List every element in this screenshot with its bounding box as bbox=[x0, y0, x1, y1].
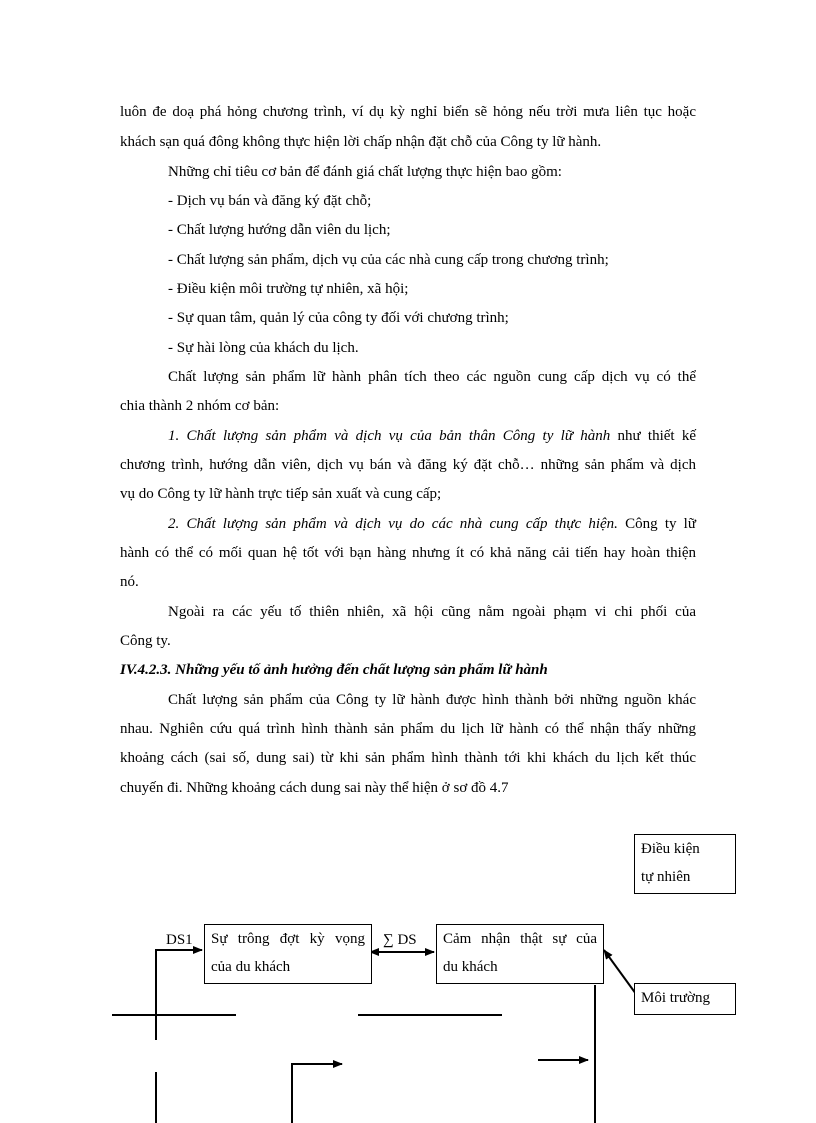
connector-arrow bbox=[292, 1064, 342, 1123]
ds1-label: DS1 bbox=[166, 932, 193, 948]
box-text: tự nhiên bbox=[641, 869, 691, 885]
paragraph-text: như thiết kế bbox=[610, 428, 696, 444]
list-item: - Chất lượng hướng dẫn viên du lịch; bbox=[168, 222, 391, 238]
ds1-arrow bbox=[156, 950, 202, 1040]
paragraph-line: Chất lượng sản phẩm lữ hành phân tích theo các nguồn cung cấp dịch vụ có thể bbox=[168, 369, 696, 385]
paragraph-line: nó. bbox=[120, 574, 139, 590]
paragraph-line: chia thành 2 nhóm cơ bản: bbox=[120, 398, 280, 414]
paragraph-line: Ngoài ra các yếu tố thiên nhiên, xã hội cũng nằm ngoài phạm vi chi phối của bbox=[168, 604, 696, 620]
paragraph-line: Chất lượng sản phẩm của Công ty lữ hành được hình thành bởi những nguồn khác bbox=[168, 692, 696, 708]
paragraph-line: chuyến đi. Những khoảng cách dung sai này thể hiện ở sơ đồ 4.7 bbox=[120, 780, 509, 796]
paragraph-line: Những chỉ tiêu cơ bản để đánh giá chất lượng thực hiện bao gồm: bbox=[168, 164, 562, 180]
paragraph-text: Công ty lữ bbox=[617, 516, 696, 532]
paragraph-line: khách sạn quá đông không thực hiện lời chấp nhận đặt chỗ của Công ty lữ hành. bbox=[120, 134, 602, 150]
natural-conditions-box bbox=[634, 834, 736, 894]
box-text: du khách bbox=[443, 959, 498, 975]
box-text: của du khách bbox=[211, 959, 291, 975]
expectation-box bbox=[204, 924, 372, 984]
paragraph-line: khoảng cách (sai số, dung sai) từ khi sản phẩm hình thành tới khi khách du lịch kết thúc bbox=[120, 750, 696, 766]
environment-box bbox=[634, 983, 736, 1015]
list-item: - Sự quan tâm, quản lý của công ty đối với chương trình; bbox=[168, 310, 509, 326]
box-text: Cảm nhận thật sự của bbox=[443, 931, 597, 947]
paragraph-line: chương trình, hướng dẫn viên, dịch vụ bán và đăng ký đặt chỗ… những sản phẩm và dịch bbox=[120, 457, 696, 473]
paragraph-line: Công ty. bbox=[120, 633, 171, 649]
list-item: - Điều kiện môi trường tự nhiên, xã hội; bbox=[168, 281, 409, 297]
paragraph-line: nhau. Nghiên cứu quá trình hình thành sản phẩm du lịch lữ hành có thể nhận thấy những bbox=[120, 721, 696, 737]
list-item: - Chất lượng sản phẩm, dịch vụ của các nhà cung cấp trong chương trình; bbox=[168, 252, 609, 268]
sum-ds-label: ∑ DS bbox=[383, 932, 417, 948]
section-heading: IV.4.2.3. Những yếu tố ảnh hưởng đến chất lượng sản phẩm lữ hành bbox=[120, 662, 548, 678]
paragraph-line: hành có thể có mối quan hệ tốt với bạn hàng nhưng ít có khả năng cải tiến hay hoàn thiện bbox=[120, 545, 696, 561]
box-text: Sự trông đợt kỳ vọng bbox=[211, 931, 365, 947]
perception-box bbox=[436, 924, 604, 984]
list-item: - Dịch vụ bán và đăng ký đặt chỗ; bbox=[168, 193, 372, 209]
paragraph-line: luôn đe doạ phá hỏng chương trình, ví dụ kỳ nghỉ biển sẽ hỏng nếu trời mưa liên tục hoặc bbox=[120, 104, 696, 120]
italic-phrase: 1. Chất lượng sản phẩm và dịch vụ của bản thân Công ty lữ hành bbox=[168, 428, 611, 444]
environment-arrow bbox=[604, 950, 636, 994]
list-item: - Sự hài lòng của khách du lịch. bbox=[168, 340, 359, 356]
italic-phrase: 2. Chất lượng sản phẩm và dịch vụ do các nhà cung cấp thực hiện. bbox=[168, 516, 618, 532]
box-text: Môi trường bbox=[641, 990, 710, 1006]
box-text: Điều kiện bbox=[641, 841, 700, 857]
paragraph-line: vụ do Công ty lữ hành trực tiếp sản xuất và cung cấp; bbox=[120, 486, 442, 502]
